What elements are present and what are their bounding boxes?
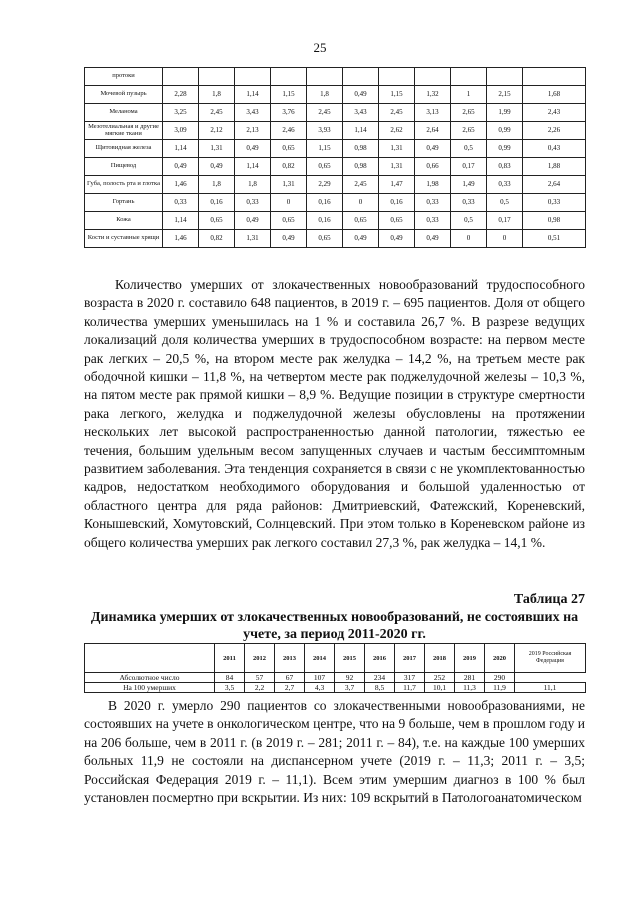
table-row [85,104,586,122]
value-cell: 2,45 [343,176,379,194]
value-cell: 3,76 [271,104,307,122]
value-cell: 0,49 [199,158,235,176]
value-cell: 1,14 [343,122,379,140]
value-cell: 3,43 [235,104,271,122]
value-cell: 0,49 [235,212,271,230]
value-cell: 2,64 [523,176,586,194]
row-label-cell: Абсолютное число [85,673,215,683]
value-cell: 1,49 [451,176,487,194]
table-header-row [85,644,586,673]
value-cell: 10,1 [425,683,455,693]
table-row [85,230,586,248]
value-cell: 3,93 [307,122,343,140]
value-cell: 1,31 [235,230,271,248]
value-cell: 92 [335,673,365,683]
value-cell: 2,43 [523,104,586,122]
value-cell: 3,13 [415,104,451,122]
value-cell: 0,33 [487,176,523,194]
value-cell: 0,82 [271,158,307,176]
rf-header-cell: 2019 Российская Федерация [515,644,586,673]
value-cell: 252 [425,673,455,683]
value-cell: 8,5 [365,683,395,693]
value-cell: 0,49 [415,140,451,158]
value-cell: 2,26 [523,122,586,140]
value-cell: 107 [305,673,335,683]
site-name-cell: Губа, полость рта и глотка [85,176,163,194]
value-cell: 2,15 [487,86,523,104]
value-cell: 0,49 [271,230,307,248]
value-cell: 1,8 [307,86,343,104]
year-header-cell: 2015 [335,644,365,673]
value-cell: 2,45 [199,104,235,122]
table-row [85,673,586,683]
value-cell: 3,5 [215,683,245,693]
row-label-cell: На 100 умерших [85,683,215,693]
value-cell: 2,13 [235,122,271,140]
value-cell: 0,51 [523,230,586,248]
value-cell: 0,65 [307,158,343,176]
value-cell: 317 [395,673,425,683]
year-header-cell: 2020 [485,644,515,673]
value-cell: 0,33 [163,194,199,212]
value-cell: 290 [485,673,515,683]
value-cell: 0,98 [523,212,586,230]
value-cell: 11,3 [455,683,485,693]
value-cell: 84 [215,673,245,683]
value-cell: 1,14 [163,140,199,158]
value-cell: 0,65 [379,212,415,230]
value-cell: 1,88 [523,158,586,176]
year-header-cell: 2013 [275,644,305,673]
value-cell [235,68,271,86]
value-cell: 0,65 [271,140,307,158]
value-cell: 2,29 [307,176,343,194]
value-cell: 0,33 [451,194,487,212]
value-cell: 0,49 [343,86,379,104]
table-row [85,176,586,194]
value-cell: 0,16 [307,194,343,212]
value-cell: 1,98 [415,176,451,194]
value-cell: 67 [275,673,305,683]
value-cell: 1,47 [379,176,415,194]
table-row [85,68,586,86]
value-cell [307,68,343,86]
value-cell: 0 [271,194,307,212]
value-cell: 1,8 [235,176,271,194]
value-cell: 0,49 [343,230,379,248]
value-cell: 2,7 [275,683,305,693]
rf-value-cell: 11,1 [515,683,586,693]
value-cell: 3,25 [163,104,199,122]
rf-value-cell [515,673,586,683]
value-cell: 1,31 [379,158,415,176]
value-cell: 1,15 [271,86,307,104]
site-name-cell: Кожа [85,212,163,230]
site-name-cell: Мочевой пузырь [85,86,163,104]
value-cell: 11,9 [485,683,515,693]
value-cell: 0,43 [523,140,586,158]
value-cell: 0,83 [487,158,523,176]
value-cell [271,68,307,86]
value-cell: 1,31 [379,140,415,158]
body-paragraph-1: Количество умерших от злокачественных новообразований трудоспособного возраста в 2020 г. составило 648 пациентов, в 2019 г. – 695 пациентов. Доля от общего количества умерших уменьшилась на 1 % и составила 26,7 %. В разрезе ведущих локализаций доля количества умерших в трудоспособном возрасте: на первом месте рак легких – 20,5 %, на втором месте рак желудка – 14,2 %, на третьем месте рак ободочной кишки – 11,8 %, на четвертом месте рак поджелудочной железы – 10,3 %, на пятом месте рак прямой кишки – 8,9 %. Ведущие позиции в структуре смертности рака легкого, желудка и поджелудочной железы обусловлены на протяжении нескольких лет высокой распространенностью данной патологии, тяжестью ее течения, большим удельным весом запущенных случаев и частым бессимптомным развитием заболевания. Эта тенденция сохраняется в связи с не укомплектованностью кадров, недостатком необходимого оборудования и большой удаленностью от областного центра для ряда районов: Дмитриевский, Фатежский, Кореневский, Конышевский, Хомутовский, Солнцевский. При этом только в Кореневском районе из общего количества умерших рак легкого составил 27,3 %, рак желудка – 14,1 %. [84,277,585,550]
value-cell: 3,7 [335,683,365,693]
value-cell: 0,65 [199,212,235,230]
year-header-cell: 2017 [395,644,425,673]
value-cell [523,68,586,86]
value-cell: 1,15 [379,86,415,104]
mortality-by-site-table [84,67,586,248]
value-cell: 2,2 [245,683,275,693]
value-cell: 2,65 [451,122,487,140]
value-cell: 281 [455,673,485,683]
site-name-cell: Кости и суставные хрящи [85,230,163,248]
year-header-cell: 2011 [215,644,245,673]
table-row [85,86,586,104]
page-number: 25 [313,40,327,55]
year-header-cell: 2018 [425,644,455,673]
value-cell: 0 [343,194,379,212]
value-cell: 0,49 [415,230,451,248]
value-cell: 0,98 [343,158,379,176]
value-cell: 234 [365,673,395,683]
table-row [85,683,586,693]
value-cell: 0,99 [487,122,523,140]
value-cell [199,68,235,86]
value-cell: 1,14 [235,86,271,104]
value-cell: 0,33 [523,194,586,212]
value-cell [343,68,379,86]
value-cell: 0,49 [163,158,199,176]
unregistered-deaths-table [84,643,586,693]
table-number: Таблица 27 [513,592,585,607]
value-cell: 2,62 [379,122,415,140]
value-cell: 0,33 [415,194,451,212]
value-cell: 1,99 [487,104,523,122]
value-cell: 2,12 [199,122,235,140]
value-cell: 1,31 [199,140,235,158]
site-name-cell: Мезотелиальная и другие мягкие ткани [85,122,163,140]
value-cell: 0,65 [307,230,343,248]
table-title: Динамика умерших от злокачественных новообразований, не состоявших на учете, за период 2011-2020 гг. [90,610,579,642]
year-header-cell: 2012 [245,644,275,673]
value-cell: 1,14 [163,212,199,230]
value-cell [379,68,415,86]
value-cell: 0 [487,230,523,248]
year-header-cell: 2014 [305,644,335,673]
value-cell [487,68,523,86]
body-paragraph-2: В 2020 г. умерло 290 пациентов со злокачественными новообразованиями, не состоявших на учете в онкологическом центре, что на 9 больше, чем в прошлом году и на 206 больше, чем в 2011 г. (в 2019 г. – 281; 2011 г. – 84), т.е. на каждые 100 умерших больных 11,9 не состояли на диспансерном учете (2019 г. – 11,3; 2011 г. – 3,5; Российская Федерация 2019 г. – 11,1). Всем этим умершим диагноз в 100 % был установлен посмертно при вскрытии. Из них: 109 вскрытий в Патологоанатомическом [84,698,585,806]
value-cell: 1,46 [163,230,199,248]
table-row [85,194,586,212]
value-cell: 1,31 [271,176,307,194]
value-cell: 1,8 [199,176,235,194]
value-cell: 4,3 [305,683,335,693]
value-cell: 3,09 [163,122,199,140]
value-cell: 0,65 [343,212,379,230]
value-cell: 0,33 [415,212,451,230]
site-name-cell: Меланома [85,104,163,122]
site-name-cell: Пищевод [85,158,163,176]
header-blank-cell [85,644,215,673]
value-cell: 1,32 [415,86,451,104]
value-cell: 0,17 [451,158,487,176]
value-cell: 0,33 [235,194,271,212]
value-cell: 2,45 [307,104,343,122]
table-row [85,122,586,140]
year-header-cell: 2016 [365,644,395,673]
value-cell: 0,5 [487,194,523,212]
value-cell: 0,82 [199,230,235,248]
value-cell: 1 [451,86,487,104]
value-cell: 1,68 [523,86,586,104]
site-name-cell: Гортань [85,194,163,212]
value-cell: 1,15 [307,140,343,158]
value-cell: 0,16 [307,212,343,230]
value-cell: 2,45 [379,104,415,122]
table-row [85,212,586,230]
value-cell: 1,14 [235,158,271,176]
value-cell: 11,7 [395,683,425,693]
value-cell: 0,17 [487,212,523,230]
value-cell: 2,64 [415,122,451,140]
site-name-cell: Щитовидная железа [85,140,163,158]
value-cell: 0,5 [451,140,487,158]
value-cell: 0,65 [271,212,307,230]
site-name-cell: протоки [85,68,163,86]
value-cell: 2,28 [163,86,199,104]
value-cell: 0,49 [235,140,271,158]
table-row [85,140,586,158]
value-cell: 1,46 [163,176,199,194]
value-cell: 1,8 [199,86,235,104]
value-cell [415,68,451,86]
value-cell: 3,43 [343,104,379,122]
year-header-cell: 2019 [455,644,485,673]
value-cell: 0,49 [379,230,415,248]
value-cell: 0,99 [487,140,523,158]
value-cell: 0,98 [343,140,379,158]
table-row [85,158,586,176]
value-cell [451,68,487,86]
value-cell: 2,65 [451,104,487,122]
value-cell: 0,16 [199,194,235,212]
value-cell: 0,16 [379,194,415,212]
value-cell: 0,66 [415,158,451,176]
value-cell: 0 [451,230,487,248]
value-cell: 0,5 [451,212,487,230]
value-cell: 2,46 [271,122,307,140]
value-cell: 57 [245,673,275,683]
value-cell [163,68,199,86]
